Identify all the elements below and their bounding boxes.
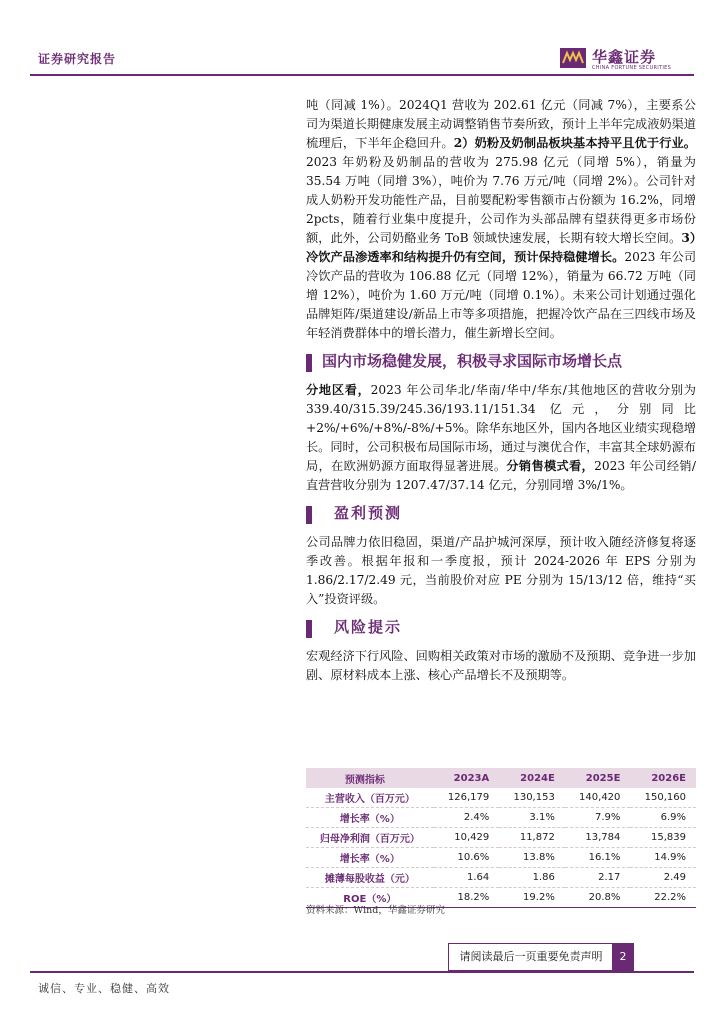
text-segment: 2023 年公司经销/直营营收分别为 1207.47/37.14 亿元，分别同增 3%/1%。 xyxy=(306,459,697,492)
logo-text-cn: 华鑫证券 xyxy=(592,48,657,66)
text-emphasis: 2）奶粉及奶制品板块基本持平且优于行业。 xyxy=(453,136,696,150)
paragraph-regions xyxy=(306,381,696,495)
main-content xyxy=(306,96,696,685)
row-label: 增长率（%） xyxy=(306,808,434,828)
table-header-cell: 2026E xyxy=(630,768,696,788)
row-label: 增长率（%） xyxy=(306,848,434,868)
section-heading-risk xyxy=(306,617,696,641)
text-emphasis: 分地区看， xyxy=(306,383,371,397)
section-bar-icon xyxy=(306,354,312,372)
page-number: 2 xyxy=(612,943,634,971)
table-cell: 22.2% xyxy=(630,888,696,908)
table-cell: 20.8% xyxy=(565,888,631,908)
table-cell: 2.4% xyxy=(434,808,500,828)
company-logo xyxy=(560,44,690,74)
table-header-row xyxy=(306,768,696,788)
table-row xyxy=(306,868,696,888)
section-bar-icon xyxy=(306,620,312,638)
table-cell: 10.6% xyxy=(434,848,500,868)
row-label: 主营收入（百万元） xyxy=(306,788,434,808)
table-cell: 15,839 xyxy=(630,828,696,848)
paragraph-risk: 宏观经济下行风险、回购相关政策对市场的激励不及预期、竞争进一步加剧、原材料成本上涨、核心产品增长不及预期等。 xyxy=(306,649,696,682)
disclaimer-notice: 请阅读最后一页重要免责声明 xyxy=(448,943,614,971)
table-cell: 2.49 xyxy=(630,868,696,888)
text-segment: 吨（同减 1%）。2024Q1 营收为 202.61 亿元（同减 7%），主要系公司为渠道长期健康发展主动调整销售节奏所致，预计上半年完成液奶渠道梳理后，下半年企稳回升。 xyxy=(306,98,696,150)
row-label: 摊薄每股收益（元） xyxy=(306,868,434,888)
table-row xyxy=(306,808,696,828)
paragraph-business-segments xyxy=(306,96,696,343)
footer-divider xyxy=(30,971,694,973)
text-emphasis: 分销售模式看， xyxy=(506,459,595,473)
table-cell: 2.17 xyxy=(565,868,631,888)
table-header-cell: 2023A xyxy=(434,768,500,788)
row-label: ROE（%） xyxy=(306,888,434,908)
header-divider xyxy=(30,74,694,76)
text-segment: 2023 年奶粉及奶制品的营收为 275.98 亿元（同增 5%），销量为 35.54 万吨（同增 3%），吨价为 7.76 万元/吨（同增 2%）。公司针对成人奶粉开发功能性产品，目前婴配粉零售额市占份额为 16.2%，同增 2pcts，随着行业集中度提升，公司作为头部品牌有望获得更多市场份额，此外，公司奶酪业务 ToB 领域快速发展，长期有较大增长空间。 xyxy=(306,155,696,245)
table-cell: 13,784 xyxy=(565,828,631,848)
table-cell: 10,429 xyxy=(434,828,500,848)
table-cell: 14.9% xyxy=(630,848,696,868)
table-cell: 130,153 xyxy=(499,788,565,808)
table-cell: 18.2% xyxy=(434,888,500,908)
section-title: 风险提示 xyxy=(334,618,403,636)
section-title: 盈利预测 xyxy=(334,504,403,522)
logo-text-en: CHINA FORTUNE SECURITIES xyxy=(592,65,672,71)
section-title: 国内市场稳健发展，积极寻求国际市场增长点 xyxy=(322,352,623,370)
section-heading-forecast xyxy=(306,503,696,527)
table-header-cell: 2024E xyxy=(499,768,565,788)
table-cell: 126,179 xyxy=(434,788,500,808)
section-bar-icon xyxy=(306,506,312,524)
paragraph-forecast: 公司品牌力依旧稳固，渠道/产品护城河深厚，预计收入随经济修复将逐季改善。根据年报和一季度报，预计 2024-2026 年 EPS 分别为 1.86/2.17/2.49 元，当前股价对应 PE 分别为 15/13/12 倍，维持“买入”投资评级。 xyxy=(306,535,696,606)
table-row xyxy=(306,788,696,808)
table-cell: 1.86 xyxy=(499,868,565,888)
table-cell: 3.1% xyxy=(499,808,565,828)
row-label: 归母净利润（百万元） xyxy=(306,828,434,848)
table-cell: 7.9% xyxy=(565,808,631,828)
text-emphasis: 3）冷饮产品渗透率和结构提升仍有空间，预计保持稳健增长。 xyxy=(306,231,696,264)
table-cell: 19.2% xyxy=(499,888,565,908)
table-cell: 11,872 xyxy=(499,828,565,848)
table-cell: 1.64 xyxy=(434,868,500,888)
table-header-cell: 2025E xyxy=(565,768,631,788)
table-cell: 6.9% xyxy=(630,808,696,828)
table-row xyxy=(306,848,696,868)
report-type-label: 证券研究报告 xyxy=(38,52,117,66)
section-heading-domestic xyxy=(306,351,696,375)
table-header-cell: 预测指标 xyxy=(306,768,434,788)
table-cell: 150,160 xyxy=(630,788,696,808)
text-segment: 2023 年公司华北/华南/华中/华东/其他地区的营收分别为 339.40/315.39/245.36/193.11/151.34 亿元，分别同比+2%/+6%/+8%/-8%/+5%。除华东地区外，国内各地区业绩实现稳增长。同时，公司积极布局国际市场，通过与澳优合作，丰富其全球奶源布局，在欧洲奶源方面取得显著进展。 xyxy=(306,383,696,473)
table-cell: 140,420 xyxy=(565,788,631,808)
table-row xyxy=(306,828,696,848)
table-source-note: 资料来源：Wind，华鑫证券研究 xyxy=(306,905,445,916)
text-segment: 2023 年公司冷饮产品的营收为 106.88 亿元（同增 12%），销量为 66.72 万吨（同增 12%），吨价为 1.60 万元/吨（同增 0.1%）。未来公司计划通过强化品牌矩阵/渠道建设/新品上市等多项措施，把握冷饮产品在三四线市场及年轻消费群体中的增长潜力，催生新增长空间。 xyxy=(306,250,697,340)
footer-motto: 诚信、专业、稳健、高效 xyxy=(38,982,170,995)
table-cell: 13.8% xyxy=(499,848,565,868)
forecast-table xyxy=(306,768,696,908)
table-cell: 16.1% xyxy=(565,848,631,868)
logo-mark-icon xyxy=(560,48,586,68)
